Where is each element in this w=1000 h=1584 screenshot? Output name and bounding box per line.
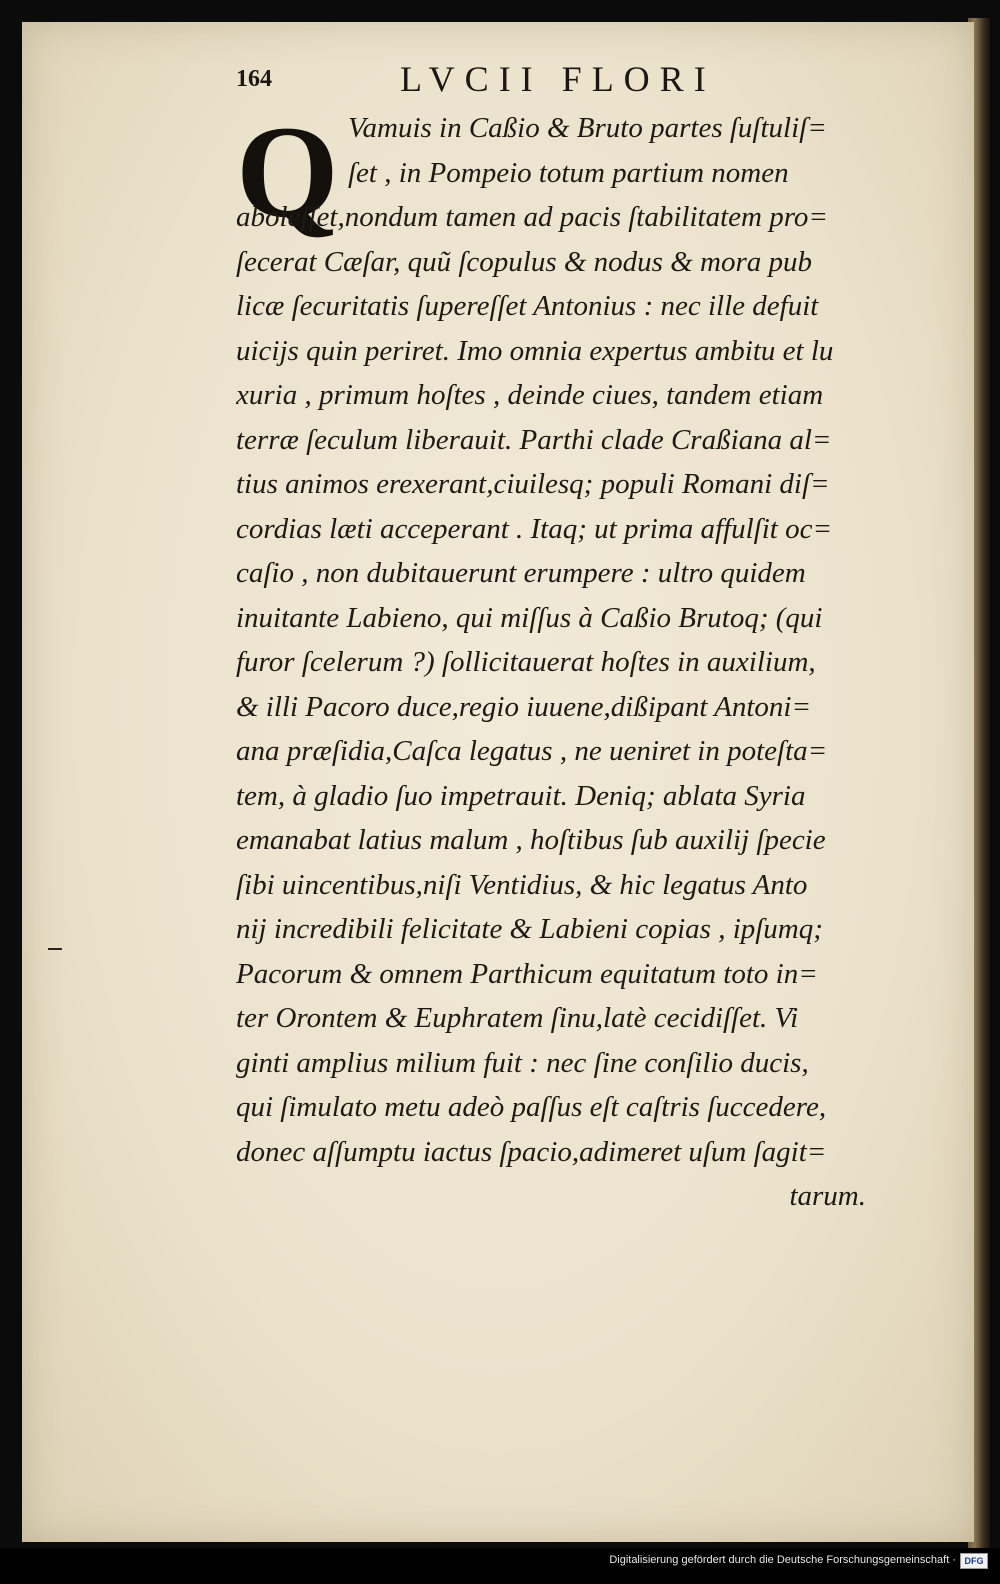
text-line: furor ſcelerum ?) ſollicitauerat hoſtes in auxilium,	[236, 646, 816, 678]
body-text	[236, 98, 936, 1219]
text-line: ſibi uincentibus,niſi Ventidius, & hic legatus Anto	[236, 868, 808, 901]
dfg-logo-icon: DFG	[960, 1553, 988, 1569]
page-number: 164	[236, 66, 272, 92]
running-head: LVCII FLORI	[400, 59, 716, 99]
text-line: ginti amplius milium fuit : nec ſine conſilio ducis,	[236, 1046, 809, 1079]
text-line: uicijs quin periret. Imo omnia expertus ambitu et lu	[236, 334, 834, 367]
text-line: xuria , primum hoſtes , deinde ciues, tandem etiam	[236, 379, 824, 411]
text-line: caſio , non dubitauerunt erumpere : ultro quidem	[236, 557, 806, 589]
text-line: ana præſidia,Caſca legatus , ne ueniret in poteſta=	[236, 735, 828, 767]
text-line: licæ ſecuritatis ſupereſſet Antonius : nec ille defuit	[236, 290, 819, 322]
text-line-catchword: tarum.	[789, 1180, 866, 1212]
text-line: ſet , in Pompeio totum partium nomen	[348, 156, 789, 189]
text-line: emanabat latius malum , hoſtibus ſub auxilij ſpecie	[236, 824, 826, 856]
text-line: Pacorum & omnem Parthicum equitatum toto in=	[236, 957, 818, 990]
text-line: terræ ſeculum liberauit. Parthi clade Craßiana al=	[236, 423, 832, 456]
text-line: tius animos erexerant,ciuilesq; populi Romani diſ=	[236, 468, 830, 500]
text-line: inuitante Labieno, qui miſſus à Caßio Brutoq; (qui	[236, 601, 823, 634]
funding-credit: Digitalisierung gefördert durch die Deutsche Forschungsgemeinschaft ·	[609, 1554, 956, 1566]
drop-cap-initial: Q	[236, 98, 339, 245]
text-line: qui ſimulato metu adeò paſſus eſt caſtris ſuccedere,	[236, 1091, 827, 1123]
text-line: cordias læti acceperant . Itaq; ut prima affulſit oc=	[236, 512, 833, 545]
text-line: ſecerat Cæſar, quũ ſcopulus & nodus & mora pub	[236, 245, 812, 278]
text-line: aboleſſet,nondum tamen ad pacis ſtabilitatem pro=	[236, 201, 828, 233]
text-line: & illi Pacoro duce,regio iuuene,dißipant Antoni=	[236, 690, 812, 723]
text-line: nij incredibili felicitate & Labieni copias , ipſumq;	[236, 913, 823, 945]
text-line: Vamuis in Caßio & Bruto partes ſuſtuliſ=	[348, 112, 827, 144]
margin-mark	[48, 948, 62, 950]
text-line: donec aſſumptu iactus ſpacio,adimeret uſum ſagit=	[236, 1135, 827, 1168]
text-line: tem, à gladio ſuo impetrauit. Deniq; ablata Syria	[236, 779, 806, 812]
text-line: ter Orontem & Euphratem ſinu,latè cecidiſſet. Vi	[236, 1002, 799, 1034]
